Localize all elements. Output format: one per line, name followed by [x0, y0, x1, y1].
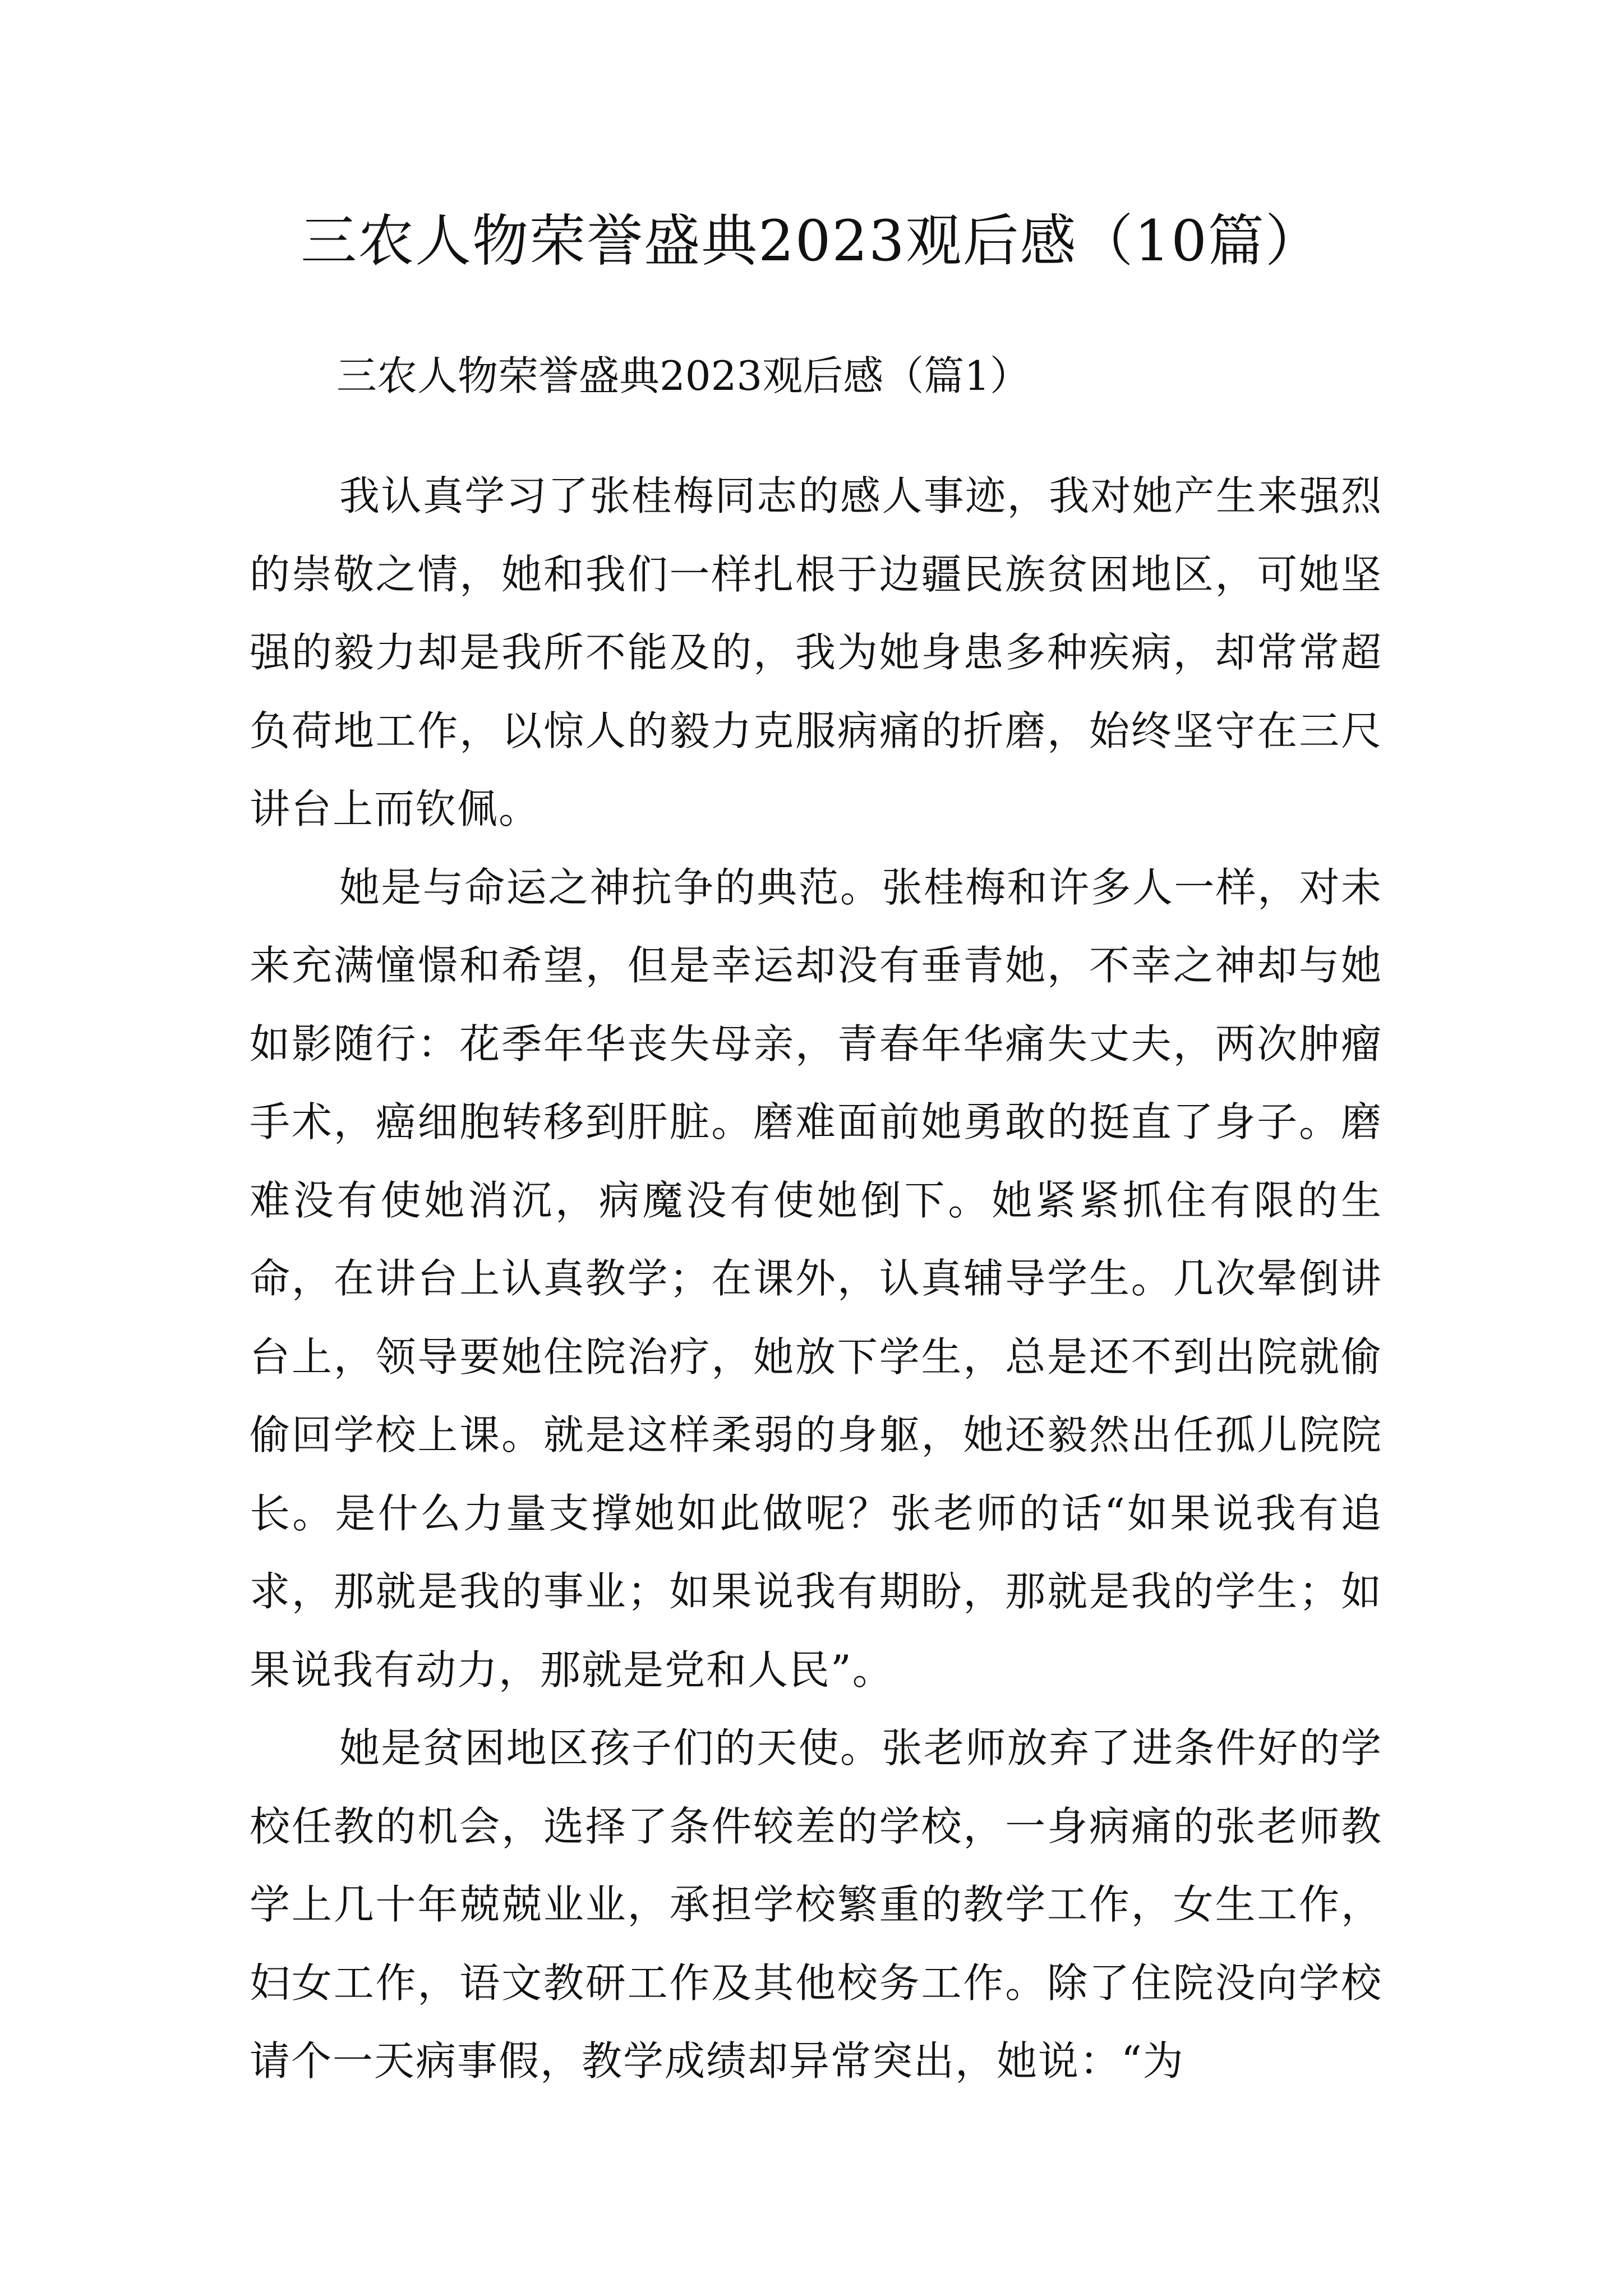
paragraph-1: 我认真学习了张桂梅同志的感人事迹，我对她产生来强烈的崇敬之情，她和我们一样扎根于边疆民族贫困地区，可她坚强的毅力却是我所不能及的，我为她身患多种疾病，却常常超负荷地工作，以惊人的毅力克服病痛的折磨，始终坚守在三尺讲台上而钦佩。	[250, 472, 1382, 832]
document-title: 三农人物荣誉盛典2023观后感（10篇）	[301, 208, 1322, 274]
document-body	[250, 457, 1382, 2101]
section-heading: 三农人物荣誉盛典2023观后感（篇1）	[336, 352, 1031, 399]
paragraph-3: 她是贫困地区孩子们的天使。张老师放弃了进条件好的学校任教的机会，选择了条件较差的学校，一身病痛的张老师教学上几十年兢兢业业，承担学校繁重的教学工作，女生工作，妇女工作，语文教研工作及其他校务工作。除了住院没向学校请个一天病事假，教学成绩却异常突出，她说：“为	[250, 1724, 1382, 2085]
paragraph-2: 她是与命运之神抗争的典范。张桂梅和许多人一样，对未来充满憧憬和希望，但是幸运却没有垂青她，不幸之神却与她如影随行：花季年华丧失母亲，青春年华痛失丈夫，两次肿瘤手术，癌细胞转移到肝脏。磨难面前她勇敢的挺直了身子。磨难没有使她消沉，病魔没有使她倒下。她紧紧抓住有限的生命，在讲台上认真教学；在课外，认真辅导学生。几次晕倒讲台上，领导要她住院治疗，她放下学生，总是还不到出院就偷偷回学校上课。就是这样柔弱的身躯，她还毅然出任孤儿院院长。是什么力量支撑她如此做呢？张老师的话“如果说我有追求，那就是我的事业；如果说我有期盼，那就是我的学生；如果说我有动力，那就是党和人民”。	[250, 863, 1382, 1694]
